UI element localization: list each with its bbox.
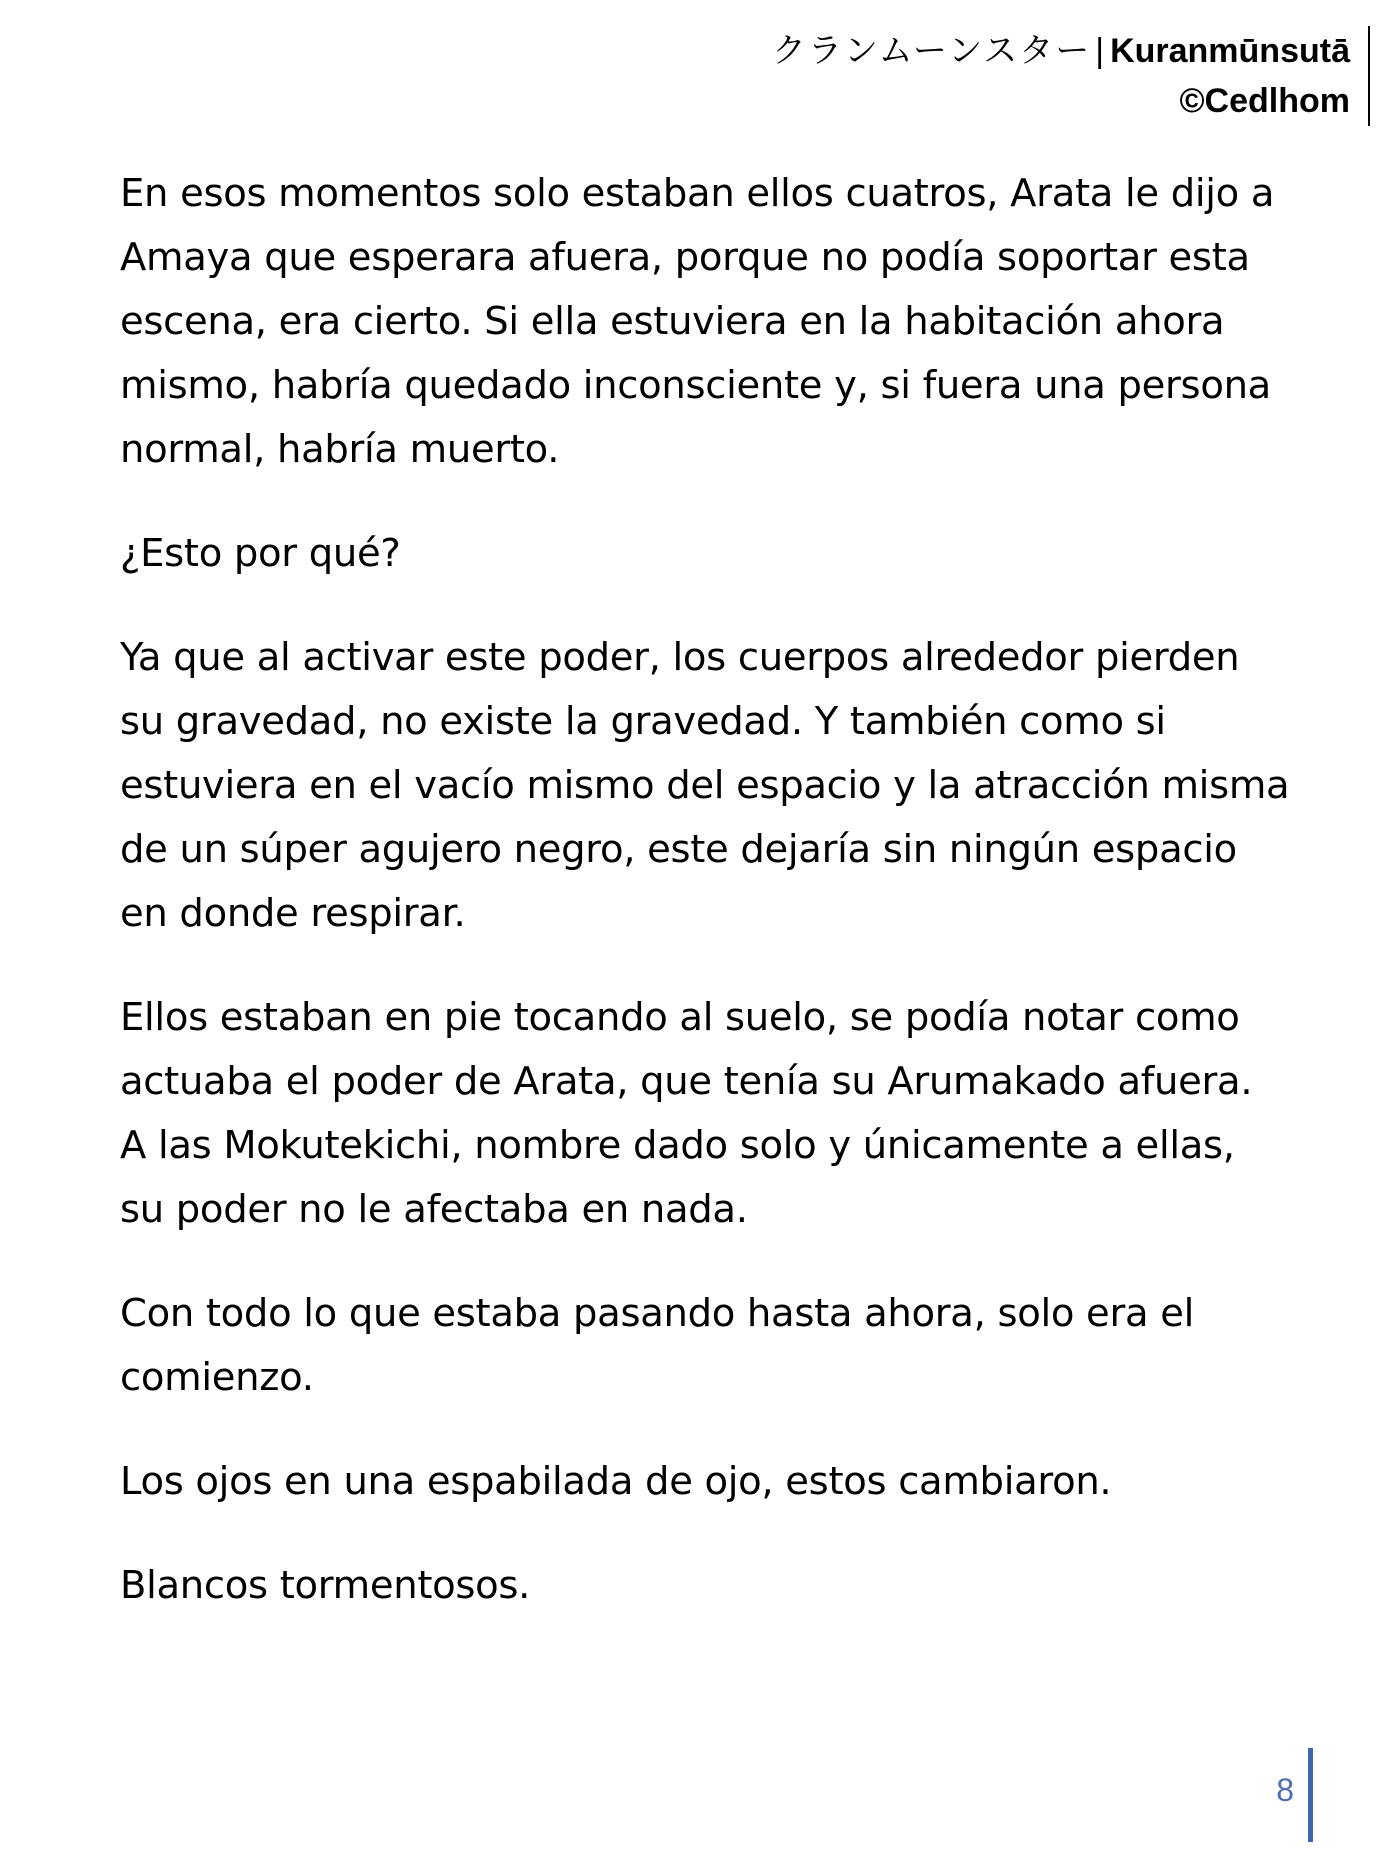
- header-japanese-title: クランムーンスター: [771, 31, 1092, 71]
- paragraph: Con todo lo que estaba pasando hasta ahora, solo era el comienzo.: [120, 1291, 1194, 1400]
- header-romaji-title: Kuranmūnsutā: [1110, 32, 1350, 70]
- page-footer: [1276, 1748, 1313, 1842]
- header-title-line: [772, 26, 1350, 76]
- paragraph: En esos momentos solo estaban ellos cuatros, Arata le dijo a Amaya que esperara afuera, porque no podía soportar esta escena, era cierto. Si ella estuviera en la habitación ahora mismo, habría quedado inconsciente y, si fuera una persona normal, habría muerto.: [120, 171, 1275, 472]
- page-header: [772, 26, 1370, 126]
- footer-vertical-rule: [1308, 1748, 1313, 1842]
- paragraph: Ellos estaban en pie tocando al suelo, se podía notar como actuaba el poder de Arata, que tenía su Arumakado afuera. A las Mokutekichi, nombre dado solo y únicamente a ellas, su poder no le afectaba en nada.: [120, 995, 1253, 1232]
- page-body: [120, 162, 1290, 1658]
- header-vertical-rule: [1368, 26, 1370, 126]
- paragraph: ¿Esto por qué?: [120, 531, 401, 576]
- paragraph: Ya que al activar este poder, los cuerpos alrededor pierden su gravedad, no existe la gravedad. Y también como si estuviera en el vacío mismo del espacio y la atracción misma de un súper agujero negro, este dejaría sin ningún espacio en donde respirar.: [120, 635, 1290, 936]
- header-text: [772, 26, 1368, 126]
- page-number: 8: [1276, 1772, 1294, 1808]
- paragraph: Blancos tormentosos.: [120, 1563, 531, 1608]
- header-copyright: ©Cedlhom: [1179, 82, 1350, 120]
- header-separator: |: [1095, 32, 1105, 70]
- paragraph: Los ojos en una espabilada de ojo, estos cambiaron.: [120, 1459, 1112, 1504]
